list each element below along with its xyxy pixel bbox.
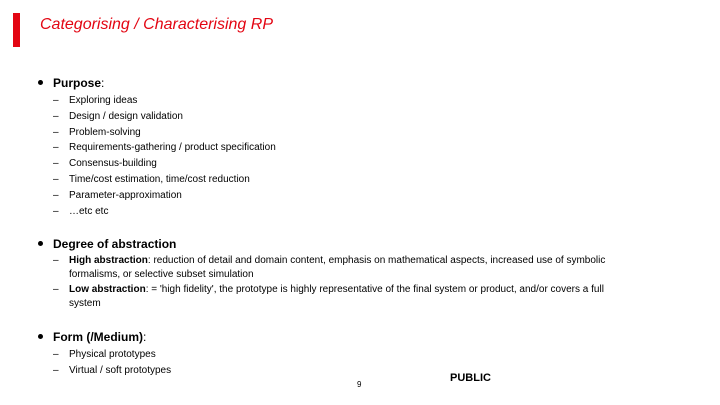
dash-icon: – <box>53 126 59 138</box>
purpose-heading: Purpose <box>53 76 102 90</box>
bullet-icon <box>38 80 43 85</box>
page-number: 9 <box>357 380 362 389</box>
purpose-colon: : <box>101 76 105 90</box>
list-item: – Problem-solving <box>53 125 276 141</box>
list-item: – Requirements-gathering / product specification <box>53 140 276 156</box>
low-abstraction-item <box>53 283 668 310</box>
list-item: – Physical prototypes <box>53 347 171 363</box>
bullet-icon <box>38 241 43 246</box>
dash-icon: – <box>53 364 59 376</box>
high-abstraction-text-cont: formalisms, or selective subset simulation <box>69 268 254 280</box>
title-accent-bar <box>13 13 20 47</box>
list-item: – Design / design validation <box>53 109 276 125</box>
dash-icon: – <box>53 142 59 154</box>
dash-icon: – <box>53 189 59 201</box>
purpose-list <box>53 93 276 219</box>
form-heading: Form (/Medium) <box>53 330 143 344</box>
classification-label: PUBLIC <box>450 372 491 384</box>
bullet-icon <box>38 334 43 339</box>
low-abstraction-text-cont: system <box>69 297 101 309</box>
high-abstraction-item <box>53 254 668 281</box>
high-abstraction-label: High abstraction <box>69 255 148 266</box>
form-list <box>53 347 171 379</box>
high-abstraction-text: : reduction of detail and domain content, emphasis on mathematical aspects, increased use of symbolic <box>147 255 606 266</box>
dash-icon: – <box>53 349 59 360</box>
list-item: – …etc etc <box>53 204 276 220</box>
purpose-bullet <box>38 76 104 90</box>
dash-icon: – <box>53 110 59 122</box>
low-abstraction-label: Low abstraction <box>69 284 146 295</box>
list-item: – Parameter-approximation <box>53 188 276 204</box>
dash-icon: – <box>53 255 59 266</box>
abstraction-bullet <box>38 237 176 251</box>
slide-title: Categorising / Characterising RP <box>40 16 273 33</box>
dash-icon: – <box>53 158 59 170</box>
form-colon: : <box>143 330 147 344</box>
list-item: – Virtual / soft prototypes <box>53 363 171 379</box>
abstraction-heading: Degree of abstraction <box>53 237 177 251</box>
low-abstraction-text: : = 'high fidelity', the prototype is highly representative of the final system or product, and/or covers a full <box>145 284 604 295</box>
dash-icon: – <box>53 205 59 217</box>
dash-icon: – <box>53 284 59 295</box>
list-item: – Time/cost estimation, time/cost reduction <box>53 172 276 188</box>
list-item: – Consensus-building <box>53 156 276 172</box>
list-item: – Exploring ideas <box>53 93 276 109</box>
form-bullet <box>38 330 146 344</box>
dash-icon: – <box>53 173 59 185</box>
dash-icon: – <box>53 95 59 106</box>
